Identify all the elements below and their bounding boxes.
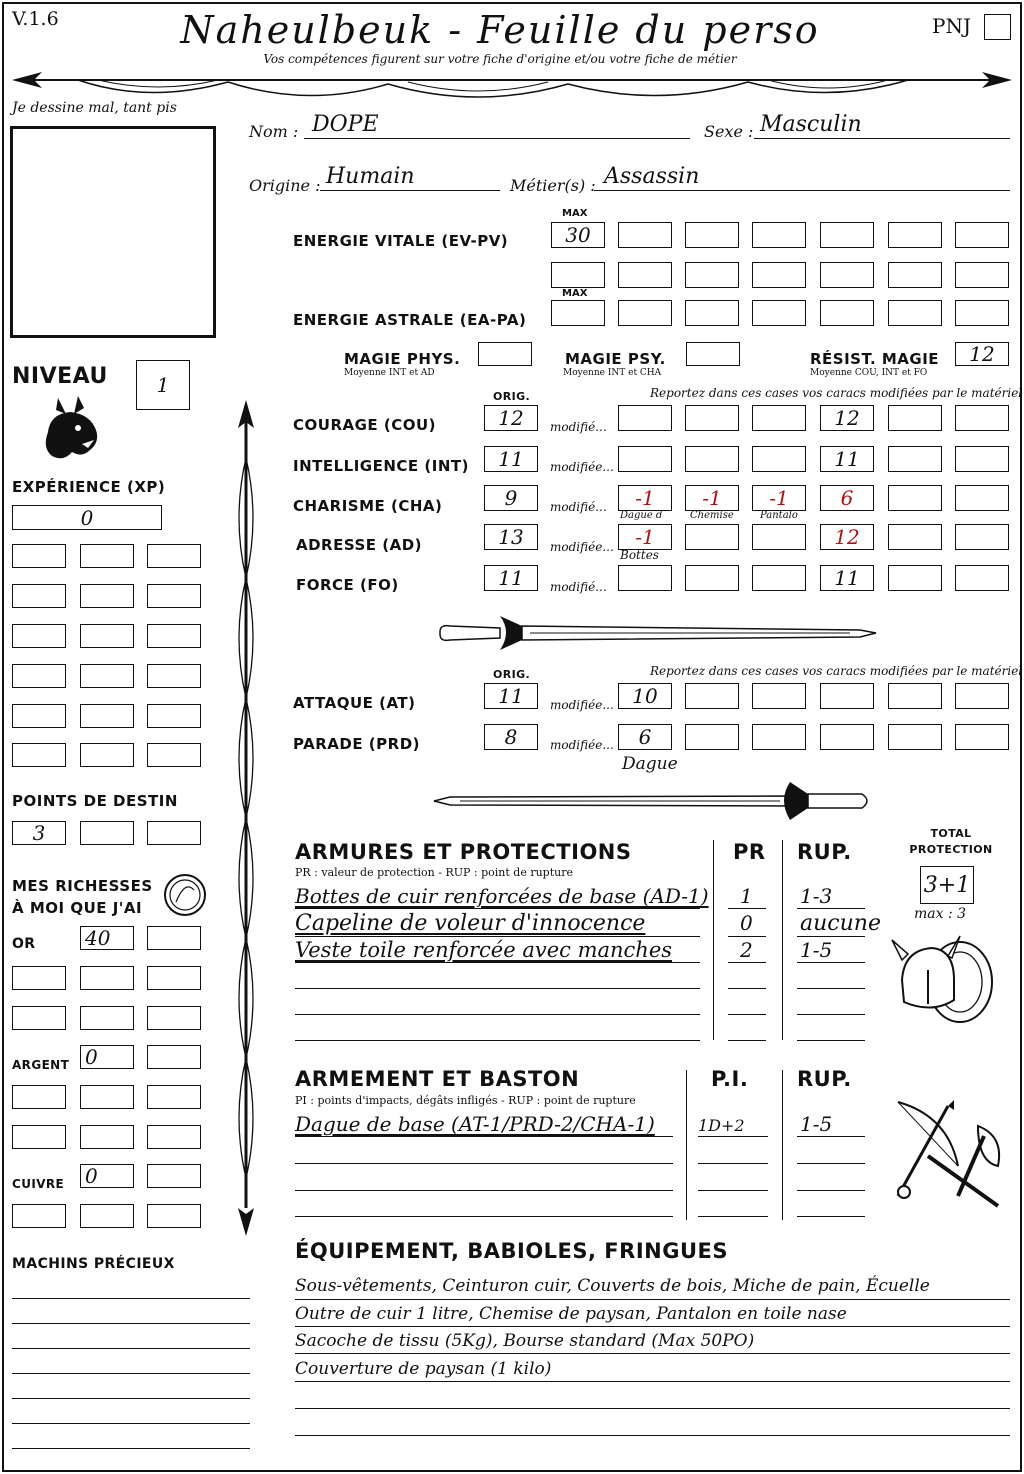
nom-label: Nom : <box>249 122 299 141</box>
intelligence-cell[interactable] <box>618 446 672 472</box>
armures-pr-label: PR <box>733 840 766 864</box>
xp-box[interactable] <box>147 544 201 568</box>
ev-box[interactable] <box>551 262 605 288</box>
adresse-cell[interactable] <box>955 524 1009 550</box>
courage-cell[interactable] <box>618 405 672 431</box>
resist-magie-box[interactable]: 12 <box>955 342 1009 366</box>
sexe-label: Sexe : <box>704 122 754 141</box>
or-box[interactable] <box>147 926 201 950</box>
intelligence-modifiee-label: modifiée... <box>550 460 614 474</box>
argent-box[interactable] <box>12 1125 66 1149</box>
argent-box[interactable] <box>80 1085 134 1109</box>
xp-box[interactable] <box>80 624 134 648</box>
charisme-orig-box[interactable]: 9 <box>484 485 538 511</box>
armement-title: ARMEMENT ET BASTON <box>295 1067 580 1091</box>
attaque-cell[interactable]: 10 <box>618 683 672 709</box>
parade-cell[interactable] <box>685 724 739 750</box>
xp-box[interactable] <box>147 664 201 688</box>
intelligence-cell[interactable] <box>752 446 806 472</box>
magie-psy-box[interactable] <box>686 342 740 366</box>
ea-label: ENERGIE ASTRALE (EA-PA) <box>293 311 527 329</box>
xp-box[interactable] <box>12 544 66 568</box>
metier-label: Métier(s) : <box>510 176 596 195</box>
coin-icon <box>162 872 208 918</box>
magie-psy-label: MAGIE PSY. <box>565 350 666 368</box>
parade-cell[interactable] <box>955 724 1009 750</box>
or-box[interactable]: 40 <box>80 926 134 950</box>
ev-box[interactable] <box>752 222 806 248</box>
origine-label: Origine : <box>249 176 321 195</box>
xp-box[interactable] <box>12 624 66 648</box>
combat-orig-label: ORIG. <box>493 668 531 681</box>
or-box[interactable] <box>12 966 66 990</box>
force-orig-box[interactable]: 11 <box>484 565 538 591</box>
armure-name[interactable]: Capeline de voleur d'innocence <box>295 911 646 936</box>
charisme-label: CHARISME (CHA) <box>293 497 443 515</box>
intelligence-label: INTELLIGENCE (INT) <box>293 457 469 475</box>
precieux-label: MACHINS PRÉCIEUX <box>12 1256 175 1272</box>
xp-box[interactable] <box>147 704 201 728</box>
argent-box[interactable] <box>12 1085 66 1109</box>
armement-note: PI : points d'impacts, dégâts infligés - RUP : point de rupture <box>295 1094 636 1107</box>
ev-box[interactable] <box>752 262 806 288</box>
richesses-label-1: MES RICHESSES <box>12 877 153 895</box>
adresse-note: Bottes <box>620 548 659 562</box>
xp-box[interactable] <box>147 743 201 767</box>
ev-box[interactable] <box>618 222 672 248</box>
intelligence-cell[interactable]: 11 <box>820 446 874 472</box>
argent-box[interactable] <box>147 1085 201 1109</box>
ev-box[interactable] <box>820 222 874 248</box>
stats-report-note: Reportez dans ces cases vos caracs modifiées par le matériel <box>650 386 1023 400</box>
charisme-cell[interactable] <box>955 485 1009 511</box>
attaque-modifiee-label: modifiée... <box>550 698 614 712</box>
xp-box[interactable] <box>80 544 134 568</box>
magie-phys-label: MAGIE PHYS. <box>344 350 461 368</box>
magie-psy-note: Moyenne INT et CHA <box>563 368 662 378</box>
xp-box[interactable] <box>12 664 66 688</box>
ea-max-label: MAX <box>562 288 588 299</box>
armure-pr[interactable]: 0 <box>740 911 753 935</box>
armement-rup-label: RUP. <box>797 1067 852 1091</box>
parade-cell[interactable]: 6 <box>618 724 672 750</box>
intelligence-cell[interactable] <box>955 446 1009 472</box>
adresse-label: ADRESSE (AD) <box>296 536 423 554</box>
xp-box[interactable] <box>147 584 201 608</box>
adresse-orig-box[interactable]: 13 <box>484 524 538 550</box>
armure-rup[interactable]: aucune <box>800 911 881 936</box>
force-cell[interactable] <box>888 565 942 591</box>
force-cell[interactable] <box>685 565 739 591</box>
destin-box[interactable]: 3 <box>12 821 66 845</box>
argent-box[interactable]: 0 <box>80 1045 134 1069</box>
ea-box[interactable] <box>888 300 942 326</box>
page-title: Naheulbeuk - Feuille du perso <box>180 8 820 52</box>
portrait-box[interactable] <box>10 126 216 338</box>
total-protection-label: TOTAL PROTECTION <box>909 827 993 856</box>
ev-label: ENERGIE VITALE (EV-PV) <box>293 232 509 250</box>
cuivre-box[interactable] <box>12 1204 66 1228</box>
armure-pr[interactable]: 2 <box>740 938 753 962</box>
nom-field[interactable]: DOPE <box>312 112 379 137</box>
resist-magie-note: Moyenne COU, INT et FO <box>810 368 928 378</box>
or-box[interactable] <box>147 966 201 990</box>
ea-box[interactable] <box>820 300 874 326</box>
or-box[interactable] <box>80 1006 134 1030</box>
pnj-checkbox[interactable] <box>984 14 1011 40</box>
adresse-cell[interactable] <box>888 524 942 550</box>
attaque-cell[interactable] <box>955 683 1009 709</box>
or-box[interactable] <box>80 966 134 990</box>
parade-modifiee-label: modifiée... <box>550 738 614 752</box>
intelligence-orig-box[interactable]: 11 <box>484 446 538 472</box>
xp-box[interactable] <box>12 704 66 728</box>
courage-modifie-label: modifié... <box>550 420 607 434</box>
force-cell[interactable] <box>752 565 806 591</box>
or-box[interactable] <box>12 1006 66 1030</box>
charisme-note: Chemise <box>690 510 734 521</box>
courage-label: COURAGE (COU) <box>293 416 437 434</box>
dragon-icon <box>38 392 106 464</box>
magie-phys-note: Moyenne INT et AD <box>344 368 435 378</box>
sword-icon <box>430 610 880 656</box>
destin-box[interactable] <box>147 821 201 845</box>
total-protection-box[interactable]: 3+1 <box>920 866 974 904</box>
force-cell[interactable] <box>955 565 1009 591</box>
experience-label: EXPÉRIENCE (XP) <box>12 478 166 496</box>
page-subtitle: Vos compétences figurent sur votre fiche d'origine et/ou votre fiche de métier <box>263 52 737 66</box>
armures-rup-label: RUP. <box>797 840 852 864</box>
ea-box[interactable] <box>618 300 672 326</box>
ea-box[interactable] <box>955 300 1009 326</box>
armure-rup[interactable]: 1-3 <box>800 884 833 908</box>
attaque-cell[interactable] <box>820 683 874 709</box>
xp-box[interactable] <box>12 584 66 608</box>
adresse-cell[interactable]: -1 <box>618 524 672 550</box>
xp-box[interactable] <box>80 584 134 608</box>
arme-rup[interactable]: 1-5 <box>800 1112 833 1136</box>
charisme-note: Dague d <box>620 510 663 521</box>
arme-pi[interactable]: 1D+2 <box>698 1116 745 1135</box>
courage-cell[interactable] <box>888 405 942 431</box>
cuivre-box[interactable]: 0 <box>80 1164 134 1188</box>
ea-max-box[interactable] <box>551 300 605 326</box>
ev-box[interactable] <box>820 262 874 288</box>
or-label: OR <box>12 936 36 952</box>
pnj-label: PNJ <box>932 14 971 38</box>
niveau-label: NIVEAU <box>12 364 108 389</box>
argent-box[interactable] <box>80 1125 134 1149</box>
argent-box[interactable] <box>147 1125 201 1149</box>
equipement-line[interactable]: Sacoche de tissu (5Kg), Bourse standard (Max 50PO) <box>295 1331 755 1351</box>
armure-pr[interactable]: 1 <box>740 884 753 908</box>
portrait-label: Je dessine mal, tant pis <box>12 100 177 116</box>
parade-cell[interactable] <box>820 724 874 750</box>
parade-cell[interactable] <box>888 724 942 750</box>
or-box[interactable] <box>147 1006 201 1030</box>
attaque-cell[interactable] <box>752 683 806 709</box>
cuivre-box[interactable] <box>147 1164 201 1188</box>
destin-label: POINTS DE DESTIN <box>12 792 178 810</box>
ev-max-box[interactable]: 30 <box>551 222 605 248</box>
armures-title: ARMURES ET PROTECTIONS <box>295 840 632 864</box>
ev-box[interactable] <box>888 262 942 288</box>
charisme-cell[interactable]: -1 <box>618 485 672 511</box>
courage-cell[interactable]: 12 <box>820 405 874 431</box>
ev-box[interactable] <box>618 262 672 288</box>
attaque-label: ATTAQUE (AT) <box>293 694 416 712</box>
equipement-line[interactable]: Outre de cuir 1 litre, Chemise de paysan, Pantalon en toile nase <box>295 1304 847 1324</box>
xp-box[interactable] <box>80 743 134 767</box>
attaque-cell[interactable] <box>685 683 739 709</box>
arme-name[interactable]: Dague de base (AT-1/PRD-2/CHA-1) <box>295 1112 655 1136</box>
argent-box[interactable] <box>147 1045 201 1069</box>
ea-box[interactable] <box>685 300 739 326</box>
parade-label: PARADE (PRD) <box>293 735 421 753</box>
intelligence-cell[interactable] <box>685 446 739 472</box>
armement-pi-label: P.I. <box>711 1067 749 1091</box>
armure-name[interactable]: Bottes de cuir renforcées de base (AD-1) <box>295 884 709 908</box>
stats-orig-label: ORIG. <box>493 390 531 403</box>
combat-report-note: Reportez dans ces cases vos caracs modifiées par le matériel <box>650 664 1023 678</box>
helmet-shield-icon <box>888 930 1000 1030</box>
xp-box[interactable] <box>80 704 134 728</box>
ev-box[interactable] <box>888 222 942 248</box>
equipement-line[interactable]: Couverture de paysan (1 kilo) <box>295 1359 552 1379</box>
metier-field[interactable]: Assassin <box>604 164 700 189</box>
cuivre-box[interactable] <box>80 1204 134 1228</box>
armure-rup[interactable]: 1-5 <box>800 938 833 962</box>
niveau-box[interactable]: 1 <box>136 360 190 410</box>
attaque-cell[interactable] <box>888 683 942 709</box>
charisme-cell[interactable]: 6 <box>820 485 874 511</box>
courage-cell[interactable] <box>685 405 739 431</box>
charisme-cell[interactable]: -1 <box>685 485 739 511</box>
adresse-modifiee-label: modifiée... <box>550 540 614 554</box>
courage-cell[interactable] <box>955 405 1009 431</box>
force-cell[interactable]: 11 <box>820 565 874 591</box>
cuivre-box[interactable] <box>147 1204 201 1228</box>
equipement-line[interactable]: Sous-vêtements, Ceinturon cuir, Couverts de bois, Miche de pain, Écuelle <box>295 1276 930 1296</box>
ev-max-label: MAX <box>562 208 588 219</box>
charisme-cell[interactable]: -1 <box>752 485 806 511</box>
intelligence-cell[interactable] <box>888 446 942 472</box>
magie-phys-box[interactable] <box>478 342 532 366</box>
vertical-spear-icon <box>228 398 264 1238</box>
charisme-cell[interactable] <box>888 485 942 511</box>
argent-label: ARGENT <box>12 1058 70 1072</box>
force-modifie-label: modifié... <box>550 580 607 594</box>
force-label: FORCE (FO) <box>296 576 399 594</box>
cuivre-label: CUIVRE <box>12 1177 65 1191</box>
max-note: max : 3 <box>914 906 967 922</box>
resist-magie-label: RÉSIST. MAGIE <box>810 350 940 368</box>
armures-note: PR : valeur de protection - RUP : point de rupture <box>295 866 573 879</box>
origine-field[interactable]: Humain <box>326 164 415 189</box>
xp-box[interactable] <box>12 743 66 767</box>
destin-box[interactable] <box>80 821 134 845</box>
xp-box[interactable] <box>80 664 134 688</box>
adresse-cell[interactable] <box>752 524 806 550</box>
charisme-note: Pantalo <box>760 510 798 521</box>
version-label: V.1.6 <box>12 8 59 30</box>
attaque-orig-box[interactable]: 11 <box>484 683 538 709</box>
sexe-field[interactable]: Masculin <box>760 112 862 137</box>
courage-cell[interactable] <box>752 405 806 431</box>
parade-orig-box[interactable]: 8 <box>484 724 538 750</box>
armure-name[interactable]: Veste toile renforcée avec manches <box>295 938 673 962</box>
charisme-modifie-label: modifié... <box>550 500 607 514</box>
ea-box[interactable] <box>752 300 806 326</box>
adresse-cell[interactable]: 12 <box>820 524 874 550</box>
equipement-title: ÉQUIPEMENT, BABIOLES, FRINGUES <box>295 1239 728 1263</box>
ev-box[interactable] <box>685 222 739 248</box>
richesses-label-2: À MOI QUE J'AI <box>12 899 143 917</box>
force-cell[interactable] <box>618 565 672 591</box>
experience-box[interactable]: 0 <box>12 505 162 530</box>
ev-box[interactable] <box>955 222 1009 248</box>
parade-note: Dague <box>622 754 678 774</box>
ev-box[interactable] <box>685 262 739 288</box>
sword-icon <box>430 778 880 824</box>
ev-box[interactable] <box>955 262 1009 288</box>
courage-orig-box[interactable]: 12 <box>484 405 538 431</box>
weapons-icon <box>888 1096 1008 1216</box>
xp-box[interactable] <box>147 624 201 648</box>
parade-cell[interactable] <box>752 724 806 750</box>
adresse-cell[interactable] <box>685 524 739 550</box>
